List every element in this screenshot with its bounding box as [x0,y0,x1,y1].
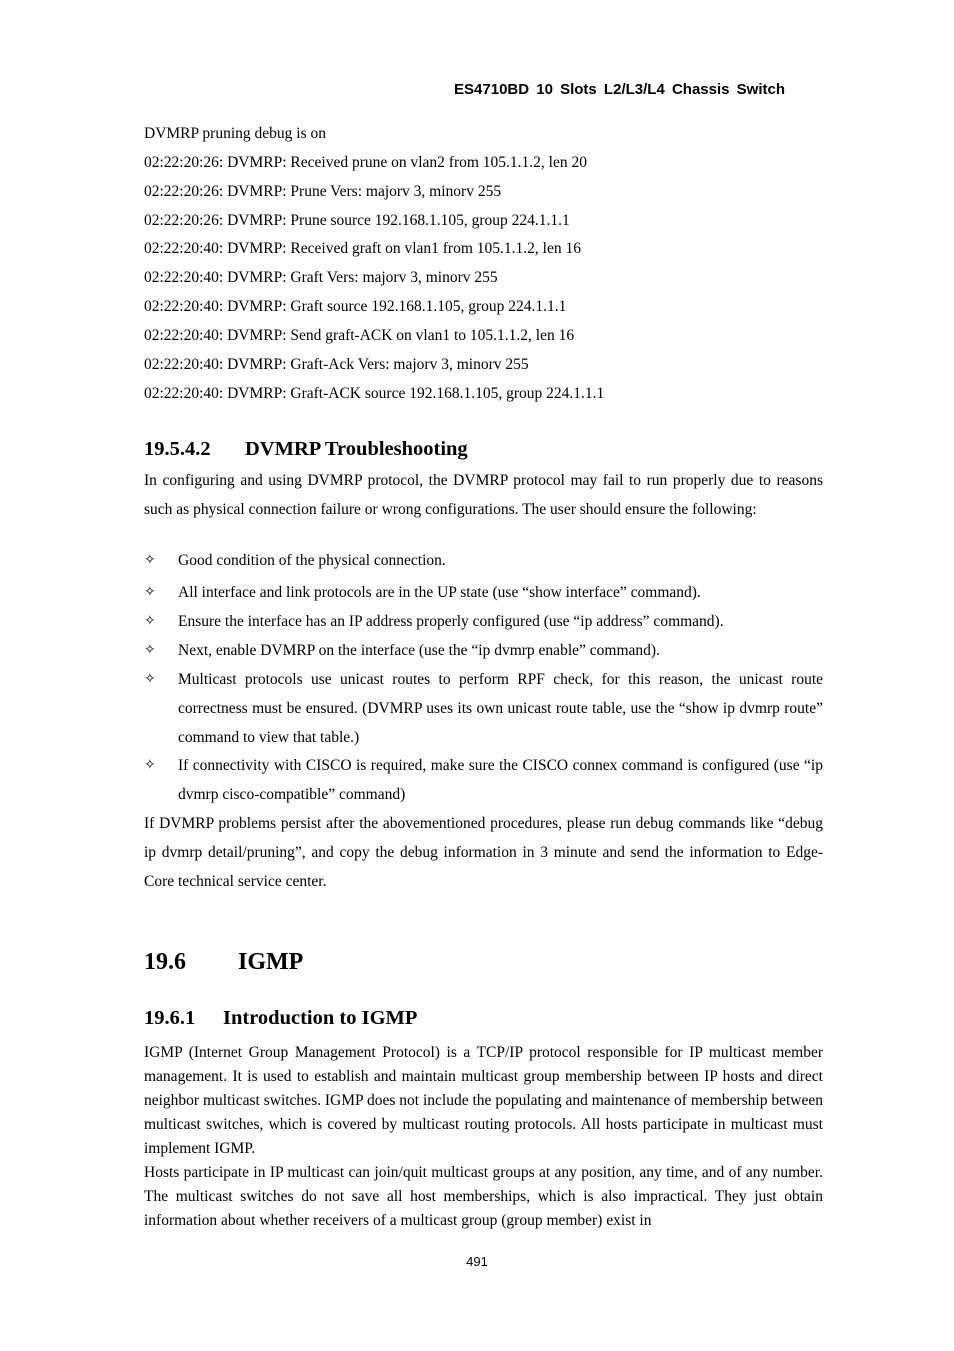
heading-troubleshooting [144,437,468,461]
debug-line: 02:22:20:40: DVMRP: Graft-Ack Vers: majorv 3, minorv 255 [144,356,529,373]
debug-line: 02:22:20:26: DVMRP: Prune Vers: majorv 3, minorv 255 [144,183,502,200]
section-number: 19.5.4.2 [144,438,211,460]
diamond-star-icon: ✧ [144,584,156,600]
troubleshooting-closing: If DVMRP problems persist after the abovementioned procedures, please run debug commands like “debug ip dvmrp detail/pruning”, and copy the debug information in 3 minute and send the information to Edge-Core technical service center. [144,815,823,890]
debug-line: 02:22:20:40: DVMRP: Graft source 192.168.1.105, group 224.1.1.1 [144,298,567,315]
heading-igmp [144,948,303,976]
bullet-item: ✧ Good condition of the physical connection. [144,546,823,575]
debug-line: 02:22:20:40: DVMRP: Received graft on vlan1 from 105.1.1.2, len 16 [144,240,581,257]
bullet-item: ✧ Ensure the interface has an IP address properly configured (use “ip address” command). [144,607,823,636]
igmp-paragraph: Hosts participate in IP multicast can join/quit multicast groups at any position, any time, and of any number. The multicast switches do not save all host memberships, which is also impractical. They just obtain information about whether receivers of a multicast group (group member) exist in [144,1164,823,1229]
diamond-star-icon: ✧ [144,552,156,568]
debug-line: 02:22:20:40: DVMRP: Send graft-ACK on vlan1 to 105.1.1.2, len 16 [144,327,575,344]
section-title: IGMP [238,949,304,975]
debug-line: 02:22:20:40: DVMRP: Graft-ACK source 192.168.1.105, group 224.1.1.1 [144,385,605,402]
diamond-star-icon: ✧ [144,757,156,773]
heading-igmp-intro [144,1006,417,1030]
diamond-star-icon: ✧ [144,613,156,629]
diamond-star-icon: ✧ [144,671,156,687]
section-title: DVMRP Troubleshooting [245,438,468,460]
igmp-paragraph: IGMP (Internet Group Management Protocol) is a TCP/IP protocol responsible for IP multicast member management. It is used to establish and maintain multicast group membership between IP hosts and direct neighbor multicast switches. IGMP does not include the populating and maintenance of membership between multicast switches, which is covered by multicast routing protocols. All hosts participate in multicast must implement IGMP. [144,1044,823,1157]
running-header: ES4710BD 10 Slots L2/L3/L4 Chassis Switch [454,81,785,98]
debug-line: 02:22:20:26: DVMRP: Received prune on vlan2 from 105.1.1.2, len 20 [144,154,587,171]
section-number: 19.6 [144,949,186,975]
page-number: 491 [466,1254,488,1269]
debug-line: DVMRP pruning debug is on [144,125,326,142]
debug-line: 02:22:20:40: DVMRP: Graft Vers: majorv 3, minorv 255 [144,269,498,286]
bullet-item: ✧ If connectivity with CISCO is required, make sure the CISCO connex command is configured (use “ip dvmrp cisco-compatible” command) [144,751,823,809]
bullet-item: ✧ Multicast protocols use unicast routes to perform RPF check, for this reason, the unicast route correctness must be ensured. (DVMRP uses its own unicast route table, use the “show ip dvmrp route” command to view that table.) [144,665,823,752]
troubleshooting-intro: In configuring and using DVMRP protocol, the DVMRP protocol may fail to run properly due to reasons such as physical connection failure or wrong configurations. The user should ensure the following: [144,472,823,518]
diamond-star-icon: ✧ [144,642,156,658]
debug-line: 02:22:20:26: DVMRP: Prune source 192.168.1.105, group 224.1.1.1 [144,212,570,229]
bullet-item: ✧ Next, enable DVMRP on the interface (use the “ip dvmrp enable” command). [144,636,823,665]
section-number: 19.6.1 [144,1007,196,1029]
section-title: Introduction to IGMP [223,1007,418,1029]
bullet-item: ✧ All interface and link protocols are in the UP state (use “show interface” command). [144,578,823,607]
